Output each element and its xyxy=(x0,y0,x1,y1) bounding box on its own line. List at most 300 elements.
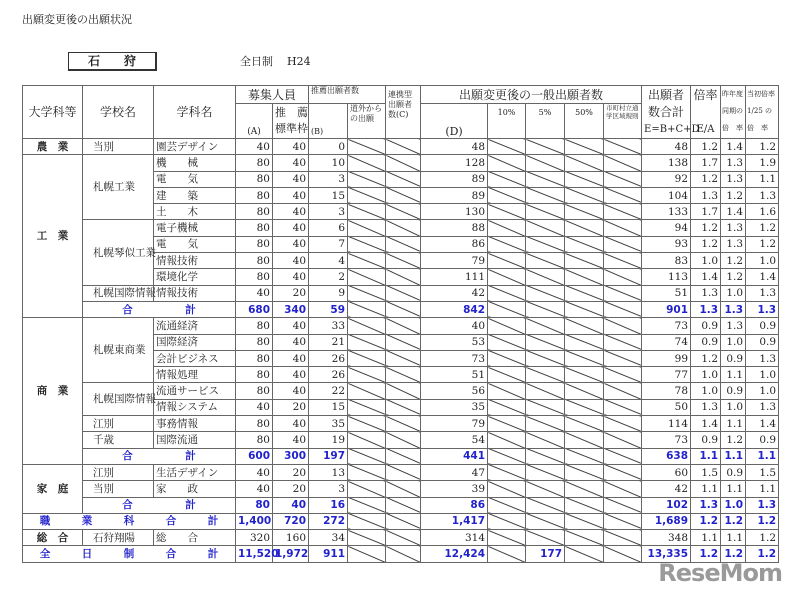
ratio-cell: 0.9 xyxy=(691,334,721,350)
rec-applicants-cell: 9 xyxy=(309,285,348,301)
linked-cell-empty xyxy=(386,448,421,464)
header-ratio-formula: E/A xyxy=(696,123,715,135)
dept-cell: 電 気 xyxy=(154,171,236,187)
outside-cell-empty xyxy=(348,220,386,236)
p10-cell-empty xyxy=(488,334,526,350)
init-ratio-cell: 1.5 xyxy=(746,464,779,480)
prev-ratio-cell: 1.2 xyxy=(721,513,746,529)
init-ratio-cell: 1.1 xyxy=(746,448,779,464)
rec-applicants-cell: 7 xyxy=(309,236,348,252)
municipal-cell-empty xyxy=(604,432,642,448)
outside-cell-empty xyxy=(348,383,386,399)
dept-cell: 国際流通 xyxy=(154,432,236,448)
capacity-cell: 11,520 xyxy=(236,546,273,562)
rec-quota-cell: 40 xyxy=(273,383,309,399)
prev-ratio-cell: 0.9 xyxy=(721,383,746,399)
header-init xyxy=(746,86,779,139)
prev-ratio-cell: 1.2 xyxy=(721,546,746,562)
p50-cell-empty xyxy=(565,464,604,480)
p5-cell-empty xyxy=(526,481,565,497)
category-cell: 商 業 xyxy=(23,318,83,465)
p10-cell-empty xyxy=(488,301,526,317)
dept-cell: 情報技術 xyxy=(154,253,236,269)
general-applicants-cell: 12,424 xyxy=(421,546,488,562)
table-row xyxy=(23,285,779,301)
header-capacity: 募集人員 xyxy=(236,86,309,104)
linked-cell-empty xyxy=(386,350,421,366)
ratio-cell: 1.3 xyxy=(691,399,721,415)
p10-cell-empty xyxy=(488,546,526,562)
init-ratio-cell: 0.9 xyxy=(746,318,779,334)
capacity-cell: 40 xyxy=(236,285,273,301)
header-total-formula: E=B+C+D xyxy=(644,123,700,135)
rec-applicants-cell: 3 xyxy=(309,171,348,187)
prev-ratio-cell: 1.0 xyxy=(721,399,746,415)
header-linked: 連携型出願者数(C) xyxy=(386,86,421,139)
rec-quota-cell: 40 xyxy=(273,416,309,432)
capacity-cell: 80 xyxy=(236,497,273,513)
p50-cell-empty xyxy=(565,497,604,513)
p50-cell-empty xyxy=(565,171,604,187)
school-cell: 札幌国際情報 xyxy=(83,285,154,301)
dept-cell: 園芸デザイン xyxy=(154,139,236,155)
region-label: 石 狩 xyxy=(68,52,157,71)
linked-cell-empty xyxy=(386,432,421,448)
system-year xyxy=(240,53,325,69)
header-total-line2: 数合計 xyxy=(648,104,685,119)
prev-ratio-cell: 1.3 xyxy=(721,171,746,187)
ratio-cell: 1.5 xyxy=(691,464,721,480)
table-row xyxy=(23,432,779,448)
p5-cell-empty xyxy=(526,171,565,187)
capacity-cell: 80 xyxy=(236,236,273,252)
table-row xyxy=(23,318,779,334)
municipal-cell-empty xyxy=(604,530,642,546)
capacity-cell: 680 xyxy=(236,301,273,317)
subtotal-row xyxy=(23,448,779,464)
general-applicants-cell: 47 xyxy=(421,464,488,480)
ratio-cell: 1.1 xyxy=(691,481,721,497)
total-applicants-cell: 60 xyxy=(642,464,691,480)
outside-cell-empty xyxy=(348,513,386,529)
capacity-cell: 320 xyxy=(236,530,273,546)
total-applicants-cell: 77 xyxy=(642,367,691,383)
header-p10: 10% xyxy=(488,104,526,139)
total-applicants-cell: 73 xyxy=(642,318,691,334)
init-ratio-cell: 1.0 xyxy=(746,367,779,383)
capacity-cell: 80 xyxy=(236,253,273,269)
linked-cell-empty xyxy=(386,171,421,187)
capacity-cell: 80 xyxy=(236,187,273,203)
dept-cell: 電子機械 xyxy=(154,220,236,236)
rec-quota-cell: 40 xyxy=(273,269,309,285)
capacity-cell: 80 xyxy=(236,269,273,285)
municipal-cell-empty xyxy=(604,301,642,317)
table-body xyxy=(23,139,779,563)
capacity-cell: 80 xyxy=(236,367,273,383)
municipal-cell-empty xyxy=(604,171,642,187)
ratio-cell: 1.4 xyxy=(691,416,721,432)
outside-cell-empty xyxy=(348,464,386,480)
category-cell: 農 業 xyxy=(23,139,83,155)
rec-applicants-cell: 16 xyxy=(309,497,348,513)
total-applicants-cell: 73 xyxy=(642,432,691,448)
rec-applicants-cell: 3 xyxy=(309,481,348,497)
total-applicants-cell: 113 xyxy=(642,269,691,285)
p50-cell-empty xyxy=(565,253,604,269)
system-label: 全日制 xyxy=(240,55,273,68)
outside-cell-empty xyxy=(348,497,386,513)
total-applicants-cell: 83 xyxy=(642,253,691,269)
linked-cell-empty xyxy=(386,187,421,203)
p5-cell-empty xyxy=(526,464,565,480)
capacity-cell: 80 xyxy=(236,171,273,187)
header-rec-quota-line1: 推 薦 xyxy=(275,106,308,119)
p50-cell-empty xyxy=(565,530,604,546)
outside-cell-empty xyxy=(348,334,386,350)
general-applicants-cell: 86 xyxy=(421,236,488,252)
table-row xyxy=(23,416,779,432)
p10-cell-empty xyxy=(488,416,526,432)
rec-quota-cell: 20 xyxy=(273,481,309,497)
rec-applicants-cell: 26 xyxy=(309,367,348,383)
outside-cell-empty xyxy=(348,432,386,448)
rec-quota-cell: 40 xyxy=(273,367,309,383)
table-row xyxy=(23,481,779,497)
table-row xyxy=(23,464,779,480)
p5-cell-empty xyxy=(526,513,565,529)
table-row xyxy=(23,155,779,171)
outside-cell-empty xyxy=(348,546,386,562)
general-applicants-cell: 48 xyxy=(421,139,488,155)
ratio-cell: 1.3 xyxy=(691,301,721,317)
header-school: 学校名 xyxy=(83,86,154,139)
subtotal-label: 合 計 xyxy=(83,301,236,317)
ratio-cell: 1.2 xyxy=(691,139,721,155)
capacity-cell: 80 xyxy=(236,220,273,236)
application-status-table xyxy=(22,85,779,563)
capacity-cell: 80 xyxy=(236,204,273,220)
header-prev-line2: 同期の xyxy=(722,107,744,115)
rec-applicants-cell: 33 xyxy=(309,318,348,334)
vocational-total-label: 職 業 科 合 計 xyxy=(23,513,236,529)
school-cell: 石狩翔陽 xyxy=(83,530,154,546)
init-ratio-cell: 1.2 xyxy=(746,546,779,562)
rec-applicants-cell: 272 xyxy=(309,513,348,529)
p5-cell-empty xyxy=(526,318,565,334)
outside-cell-empty xyxy=(348,269,386,285)
ratio-cell: 1.2 xyxy=(691,236,721,252)
general-applicants-cell: 51 xyxy=(421,367,488,383)
outside-cell-empty xyxy=(348,301,386,317)
linked-cell-empty xyxy=(386,530,421,546)
p5-cell-empty xyxy=(526,269,565,285)
p10-cell-empty xyxy=(488,236,526,252)
linked-cell-empty xyxy=(386,367,421,383)
init-ratio-cell: 1.3 xyxy=(746,497,779,513)
outside-cell-empty xyxy=(348,399,386,415)
ratio-cell: 1.0 xyxy=(691,383,721,399)
resemom-watermark-logo: ReseMom xyxy=(658,559,782,587)
rec-quota-cell: 40 xyxy=(273,236,309,252)
init-ratio-cell: 1.3 xyxy=(746,301,779,317)
prev-ratio-cell: 0.9 xyxy=(721,350,746,366)
rec-quota-cell: 40 xyxy=(273,253,309,269)
header-general-d: (D) xyxy=(421,104,488,139)
dept-cell: 総 合 xyxy=(154,530,236,546)
header-init-line3: 倍 率 xyxy=(747,124,769,132)
municipal-cell-empty xyxy=(604,253,642,269)
table-row xyxy=(23,383,779,399)
rec-quota-cell: 40 xyxy=(273,139,309,155)
p5-cell-empty xyxy=(526,220,565,236)
ratio-cell: 1.7 xyxy=(691,204,721,220)
p10-cell-empty xyxy=(488,367,526,383)
general-applicants-cell: 88 xyxy=(421,220,488,236)
header-init-line1: 当初倍率 xyxy=(747,90,776,98)
total-applicants-cell: 48 xyxy=(642,139,691,155)
linked-cell-empty xyxy=(386,464,421,480)
linked-cell-empty xyxy=(386,513,421,529)
general-applicants-cell: 35 xyxy=(421,399,488,415)
outside-cell-empty xyxy=(348,350,386,366)
p10-cell-empty xyxy=(488,269,526,285)
header-ratio-label: 倍率 xyxy=(693,87,718,102)
general-applicants-cell: 40 xyxy=(421,318,488,334)
linked-cell-empty xyxy=(386,236,421,252)
p5-cell-empty xyxy=(526,139,565,155)
p5-cell-empty xyxy=(526,383,565,399)
municipal-cell-empty xyxy=(604,236,642,252)
total-applicants-cell: 901 xyxy=(642,301,691,317)
init-ratio-cell: 1.4 xyxy=(746,416,779,432)
total-applicants-cell: 99 xyxy=(642,350,691,366)
dept-cell: 情報技術 xyxy=(154,285,236,301)
p5-cell-empty xyxy=(526,497,565,513)
total-applicants-cell: 138 xyxy=(642,155,691,171)
rec-applicants-cell: 22 xyxy=(309,383,348,399)
outside-cell-empty xyxy=(348,139,386,155)
total-applicants-cell: 133 xyxy=(642,204,691,220)
rec-applicants-cell: 4 xyxy=(309,253,348,269)
p5-cell-empty xyxy=(526,530,565,546)
municipal-cell-empty xyxy=(604,367,642,383)
ratio-cell: 1.3 xyxy=(691,187,721,203)
p5-cell: 177 xyxy=(526,546,565,562)
municipal-cell-empty xyxy=(604,481,642,497)
linked-cell-empty xyxy=(386,139,421,155)
p5-cell-empty xyxy=(526,416,565,432)
p50-cell-empty xyxy=(565,236,604,252)
general-applicants-cell: 54 xyxy=(421,432,488,448)
init-ratio-cell: 1.1 xyxy=(746,481,779,497)
init-ratio-cell: 0.9 xyxy=(746,432,779,448)
general-applicants-cell: 56 xyxy=(421,383,488,399)
rec-quota-cell: 300 xyxy=(273,448,309,464)
table-row xyxy=(23,139,779,155)
p10-cell-empty xyxy=(488,383,526,399)
init-ratio-cell: 1.3 xyxy=(746,350,779,366)
rec-applicants-cell: 13 xyxy=(309,464,348,480)
ratio-cell: 1.7 xyxy=(691,155,721,171)
total-applicants-cell: 114 xyxy=(642,416,691,432)
prev-ratio-cell: 1.1 xyxy=(721,530,746,546)
prev-ratio-cell: 1.0 xyxy=(721,334,746,350)
general-applicants-cell: 441 xyxy=(421,448,488,464)
p10-cell-empty xyxy=(488,171,526,187)
total-applicants-cell: 104 xyxy=(642,187,691,203)
p50-cell-empty xyxy=(565,334,604,350)
header-p5: 5% xyxy=(526,104,565,139)
p5-cell-empty xyxy=(526,236,565,252)
rec-quota-cell: 40 xyxy=(273,334,309,350)
rec-quota-cell: 40 xyxy=(273,497,309,513)
subtotal-row xyxy=(23,497,779,513)
header-rec-b: (B) xyxy=(309,104,348,139)
rec-applicants-cell: 26 xyxy=(309,350,348,366)
ratio-cell: 1.2 xyxy=(691,350,721,366)
rec-applicants-cell: 21 xyxy=(309,334,348,350)
rec-quota-cell: 40 xyxy=(273,187,309,203)
table-header xyxy=(23,86,779,139)
ratio-cell: 1.1 xyxy=(691,448,721,464)
outside-cell-empty xyxy=(348,204,386,220)
dept-cell: 事務情報 xyxy=(154,416,236,432)
p5-cell-empty xyxy=(526,301,565,317)
total-applicants-cell: 92 xyxy=(642,171,691,187)
ratio-cell: 1.1 xyxy=(691,530,721,546)
municipal-cell-empty xyxy=(604,448,642,464)
p50-cell-empty xyxy=(565,546,604,562)
init-ratio-cell: 1.3 xyxy=(746,285,779,301)
rec-applicants-cell: 15 xyxy=(309,399,348,415)
prev-ratio-cell: 1.4 xyxy=(721,204,746,220)
general-applicants-cell: 130 xyxy=(421,204,488,220)
total-applicants-cell: 638 xyxy=(642,448,691,464)
subtotal-label: 合 計 xyxy=(83,497,236,513)
header-total-line1: 出願者 xyxy=(648,87,685,102)
capacity-cell: 40 xyxy=(236,399,273,415)
rec-quota-cell: 40 xyxy=(273,171,309,187)
municipal-cell-empty xyxy=(604,139,642,155)
header-rec-applicants: 推薦出願者数 xyxy=(309,86,386,104)
school-cell: 江別 xyxy=(83,464,154,480)
dept-cell: 建 築 xyxy=(154,187,236,203)
general-applicants-cell: 53 xyxy=(421,334,488,350)
p10-cell-empty xyxy=(488,253,526,269)
prev-ratio-cell: 1.3 xyxy=(721,301,746,317)
linked-cell-empty xyxy=(386,269,421,285)
capacity-cell: 80 xyxy=(236,334,273,350)
linked-cell-empty xyxy=(386,318,421,334)
general-applicants-cell: 79 xyxy=(421,253,488,269)
init-ratio-cell: 1.0 xyxy=(746,253,779,269)
total-applicants-cell: 78 xyxy=(642,383,691,399)
capacity-cell: 40 xyxy=(236,139,273,155)
p10-cell-empty xyxy=(488,220,526,236)
init-ratio-cell: 1.6 xyxy=(746,204,779,220)
outside-cell-empty xyxy=(348,285,386,301)
header-rec-quota-line2: 標準枠 xyxy=(275,122,308,135)
init-ratio-cell: 0.9 xyxy=(746,334,779,350)
rec-quota-cell: 20 xyxy=(273,399,309,415)
municipal-cell-empty xyxy=(604,155,642,171)
ratio-cell: 1.4 xyxy=(691,269,721,285)
outside-cell-empty xyxy=(348,481,386,497)
rec-quota-cell: 40 xyxy=(273,155,309,171)
dept-cell: 電 気 xyxy=(154,236,236,252)
general-applicants-cell: 89 xyxy=(421,187,488,203)
municipal-cell-empty xyxy=(604,334,642,350)
dept-cell: 会計ビジネス xyxy=(154,350,236,366)
p50-cell-empty xyxy=(565,513,604,529)
header-prev-line3: 倍 率 xyxy=(722,124,744,132)
ratio-cell: 1.2 xyxy=(691,171,721,187)
p50-cell-empty xyxy=(565,350,604,366)
prev-ratio-cell: 1.2 xyxy=(721,187,746,203)
p10-cell-empty xyxy=(488,204,526,220)
rec-quota-cell: 40 xyxy=(273,350,309,366)
year-label: H24 xyxy=(287,55,311,68)
outside-cell-empty xyxy=(348,530,386,546)
general-applicants-cell: 89 xyxy=(421,171,488,187)
p10-cell-empty xyxy=(488,285,526,301)
p5-cell-empty xyxy=(526,204,565,220)
category-cell: 工 業 xyxy=(23,155,83,318)
p10-cell-empty xyxy=(488,481,526,497)
p50-cell-empty xyxy=(565,301,604,317)
init-ratio-cell: 1.1 xyxy=(746,171,779,187)
prev-ratio-cell: 1.0 xyxy=(721,497,746,513)
p50-cell-empty xyxy=(565,318,604,334)
municipal-cell-empty xyxy=(604,220,642,236)
header-p50: 50% xyxy=(565,104,604,139)
p10-cell-empty xyxy=(488,513,526,529)
municipal-cell-empty xyxy=(604,464,642,480)
p5-cell-empty xyxy=(526,334,565,350)
outside-cell-empty xyxy=(348,155,386,171)
municipal-cell-empty xyxy=(604,318,642,334)
linked-cell-empty xyxy=(386,285,421,301)
prev-ratio-cell: 1.2 xyxy=(721,432,746,448)
rec-quota-cell: 40 xyxy=(273,220,309,236)
p5-cell-empty xyxy=(526,285,565,301)
prev-ratio-cell: 1.4 xyxy=(721,139,746,155)
p5-cell-empty xyxy=(526,448,565,464)
p5-cell-empty xyxy=(526,253,565,269)
school-cell: 当別 xyxy=(83,481,154,497)
prev-ratio-cell: 1.1 xyxy=(721,416,746,432)
header-outside: 道外からの出願 xyxy=(348,104,386,139)
total-applicants-cell: 50 xyxy=(642,399,691,415)
table-row xyxy=(23,220,779,236)
municipal-cell-empty xyxy=(604,269,642,285)
linked-cell-empty xyxy=(386,155,421,171)
dept-cell: 流通サービス xyxy=(154,383,236,399)
outside-cell-empty xyxy=(348,318,386,334)
capacity-cell: 80 xyxy=(236,318,273,334)
dept-cell: 生活デザイン xyxy=(154,464,236,480)
prev-ratio-cell: 1.2 xyxy=(721,269,746,285)
municipal-cell-empty xyxy=(604,383,642,399)
header-general: 出願変更後の一般出願者数 xyxy=(421,86,642,104)
total-applicants-cell: 348 xyxy=(642,530,691,546)
ratio-cell: 0.9 xyxy=(691,318,721,334)
general-applicants-cell: 73 xyxy=(421,350,488,366)
linked-cell-empty xyxy=(386,546,421,562)
p10-cell-empty xyxy=(488,139,526,155)
capacity-cell: 80 xyxy=(236,383,273,399)
